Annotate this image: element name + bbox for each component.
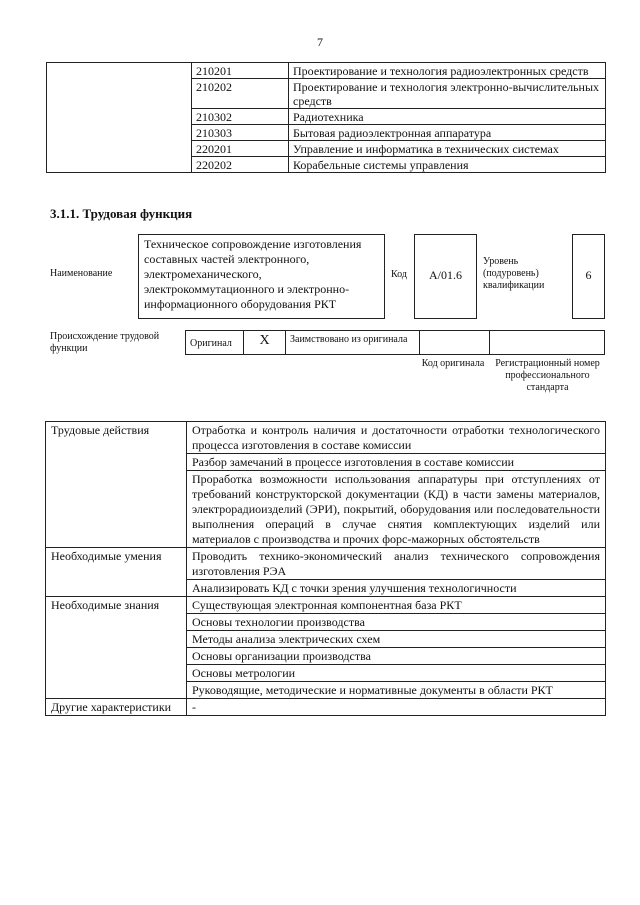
function-item: Разбор замечаний в процессе изготовления в составе комиссии <box>187 454 606 471</box>
specialty-code: 220202 <box>192 157 289 173</box>
qualification-level-label: Уровень (подуровень) квалификации <box>483 256 545 291</box>
specialty-name: Проектирование и технология радиоэлектронных средств <box>289 63 606 79</box>
function-item: - <box>187 699 606 716</box>
specialty-table <box>46 62 606 173</box>
original-code-cell <box>420 331 490 355</box>
code-label: Код <box>391 269 407 280</box>
function-name-box: Техническое сопровождение изготовления составных частей электронного, электромеханического, электрокоммутационного и электронно-информационного оборудования РКТ <box>138 234 385 319</box>
registration-number-cell <box>490 331 605 355</box>
function-category: Трудовые действия <box>46 422 187 548</box>
specialty-code: 210303 <box>192 125 289 141</box>
specialty-code: 220201 <box>192 141 289 157</box>
original-cell: Оригинал <box>186 331 244 355</box>
function-row <box>46 422 606 454</box>
specialty-name: Проектирование и технология электронно-вычислительных средств <box>289 79 606 109</box>
specialty-name: Корабельные системы управления <box>289 157 606 173</box>
name-label: Наименование <box>50 268 113 279</box>
function-item: Основы организации производства <box>187 648 606 665</box>
function-item: Отработка и контроль наличия и достаточности отработки технологического процесса изготовления в составе комиссии <box>187 422 606 454</box>
function-item: Основы технологии производства <box>187 614 606 631</box>
function-row <box>46 699 606 716</box>
original-mark: X <box>244 331 286 355</box>
registration-number-caption: Регистрационный номер профессионального стандарта <box>495 358 600 393</box>
function-item: Методы анализа электрических схем <box>187 631 606 648</box>
specialty-row <box>47 63 606 79</box>
function-category: Необходимые умения <box>46 548 187 597</box>
function-row <box>46 597 606 614</box>
function-details-table <box>45 421 606 716</box>
function-item: Основы метрологии <box>187 665 606 682</box>
function-category: Другие характеристики <box>46 699 187 716</box>
origin-label: Происхождение трудовой функции <box>50 331 160 354</box>
function-item: Проводить технико-экономический анализ технического сопровождения изготовления РЭА <box>187 548 606 580</box>
function-row <box>46 548 606 580</box>
specialty-code: 210302 <box>192 109 289 125</box>
specialty-code: 210202 <box>192 79 289 109</box>
function-category: Необходимые знания <box>46 597 187 699</box>
page-number: 7 <box>317 35 323 49</box>
origin-table <box>185 330 605 355</box>
section-heading: 3.1.1. Трудовая функция <box>50 206 193 221</box>
specialty-name: Управление и информатика в технических системах <box>289 141 606 157</box>
function-item: Существующая электронная компонентная база РКТ <box>187 597 606 614</box>
borrowed-cell: Заимствовано из оригинала <box>286 331 420 355</box>
specialty-code: 210201 <box>192 63 289 79</box>
function-item: Руководящие, методические и нормативные документы в области РКТ <box>187 682 606 699</box>
function-item: Проработка возможности использования аппаратуры при отступлениях от требований конструкторской документации (КД) в части замены материалов, электрорадиоизделий (ЭРИ), покрытий, оборудования или последовательности выполнения операций в случае снятия комплектующих изделий или материалов с производства и прочих форс-мажорных обстоятельств <box>187 471 606 548</box>
function-item: Анализировать КД с точки зрения улучшения технологичности <box>187 580 606 597</box>
specialty-name: Радиотехника <box>289 109 606 125</box>
specialty-blank-cell <box>47 63 192 173</box>
specialty-name: Бытовая радиоэлектронная аппаратура <box>289 125 606 141</box>
qualification-level-box: 6 <box>572 234 605 319</box>
function-code-box: А/01.6 <box>414 234 477 319</box>
original-code-caption: Код оригинала <box>421 358 485 369</box>
